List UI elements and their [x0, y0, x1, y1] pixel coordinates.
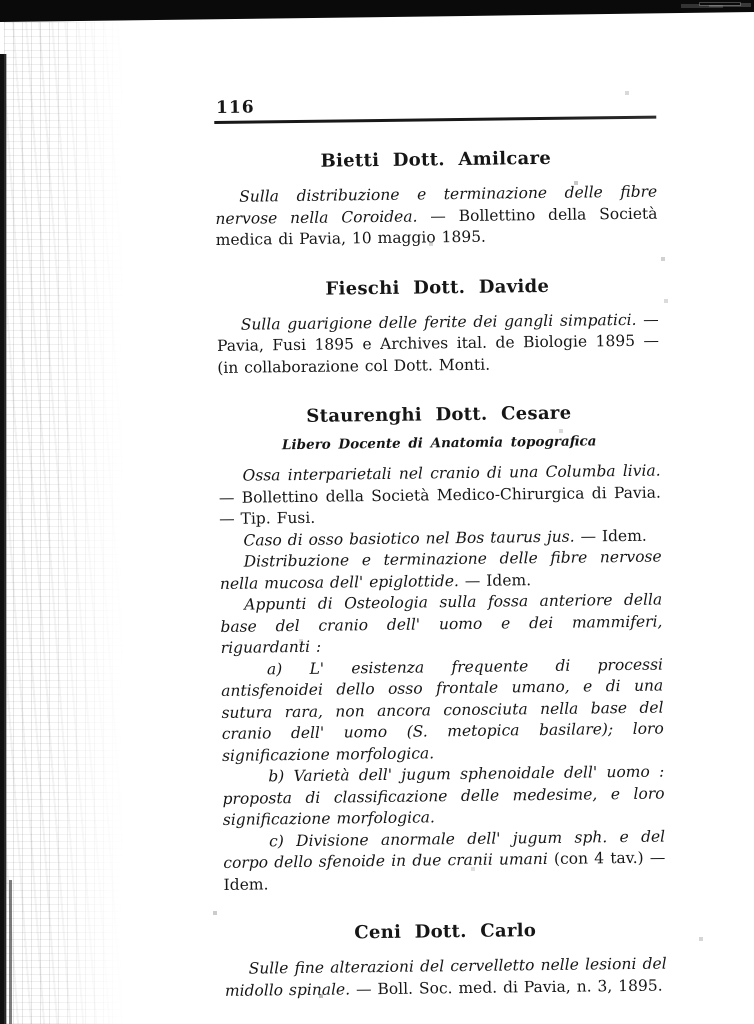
- section-heading: Fieschi Dott. Davide: [325, 275, 550, 300]
- work-title: Sulla distribuzione e terminazione delle fibre nervose nella Coroidea.: [215, 182, 658, 228]
- bibliography-entry: [217, 309, 660, 379]
- bibliography-entry: [215, 182, 658, 252]
- scan-corner-smudge: [700, 3, 740, 5]
- publication-info: — Bollettino della Società medica di Pavia, 10 maggio 1895.: [215, 204, 658, 249]
- work-title: b) Varietà dell' jugum sphenoidale dell' uomo : proposta di classificazione delle medesime, e loro significazione morfologica.: [222, 762, 665, 829]
- scan-top-edge: [0, 0, 754, 24]
- publication-info: — Bollettino della Società Medico-Chirurgica di Pavia. — Tip. Fusi.: [218, 483, 661, 528]
- bibliography-entry-item-b: [222, 762, 665, 832]
- publication-info: — Pavia, Fusi 1895 e Archives ital. de Biologie 1895 — (in collaborazione col Dott. Monti.: [216, 310, 660, 377]
- scan-left-noise-texture: [4, 22, 124, 1024]
- section-ceni: [224, 919, 667, 1002]
- section-heading: Bietti Dott. Amilcare: [320, 147, 552, 172]
- publication-info: (con 4 tav.) — Idem.: [223, 848, 666, 894]
- bibliography-entry: [225, 954, 667, 1002]
- bibliography-entry: [218, 461, 661, 531]
- work-title: Appunti di Osteologia sulla fossa anteriore della base del cranio dell' uomo e dei mammiferi, riguardanti :: [220, 590, 663, 657]
- work-title: c) Divisione anormale dell' jugum sph. e del corpo dello sfenoide in due cranii umani: [223, 827, 666, 872]
- page-content: [214, 93, 667, 1002]
- scan-speckles: [0, 0, 2, 2]
- bibliography-entry: [220, 590, 663, 660]
- work-title: Caso di osso basiotico nel Bos taurus jus.: [243, 527, 575, 550]
- work-title: a) L' esistenza frequente di processi antisfenoidei dello osso frontale umano, e di una sutura rara, non ancora conosciuta nella base del cranio dell' uomo (S. metopica basilare); loro significazione morfologica.: [221, 655, 664, 765]
- section-staurenghi: [218, 402, 666, 896]
- publication-info: — Idem.: [574, 526, 647, 546]
- publication-info: — Boll. Soc. med. di Pavia, n. 3, 1895.: [349, 976, 663, 998]
- section-heading: Ceni Dott. Carlo: [354, 920, 537, 944]
- section-bietti: [215, 147, 658, 252]
- work-title: Distribuzione e terminazione delle fibre nervose nella mucosa dell' epiglottide.: [219, 547, 662, 593]
- bibliography-entry-item-a: [221, 654, 664, 767]
- work-title: Ossa interparietali nel cranio di una Columba livia.: [242, 461, 661, 485]
- bibliography-entry-item-c: [223, 826, 666, 896]
- publication-info: — Idem.: [458, 570, 532, 590]
- bibliography-entry: [220, 547, 662, 595]
- section-subheading: Libero Docente di Anatomia topografica: [281, 433, 597, 454]
- page-number: 116: [215, 97, 255, 118]
- section-heading: Staurenghi Dott. Cesare: [306, 402, 572, 427]
- work-title: Sulle fine alterazioni del cervelletto nelle lesioni del midollo spinale.: [224, 954, 667, 1000]
- work-title: Sulla guarigione delle ferite dei gangli simpatici.: [240, 310, 637, 334]
- section-fieschi: [216, 274, 659, 379]
